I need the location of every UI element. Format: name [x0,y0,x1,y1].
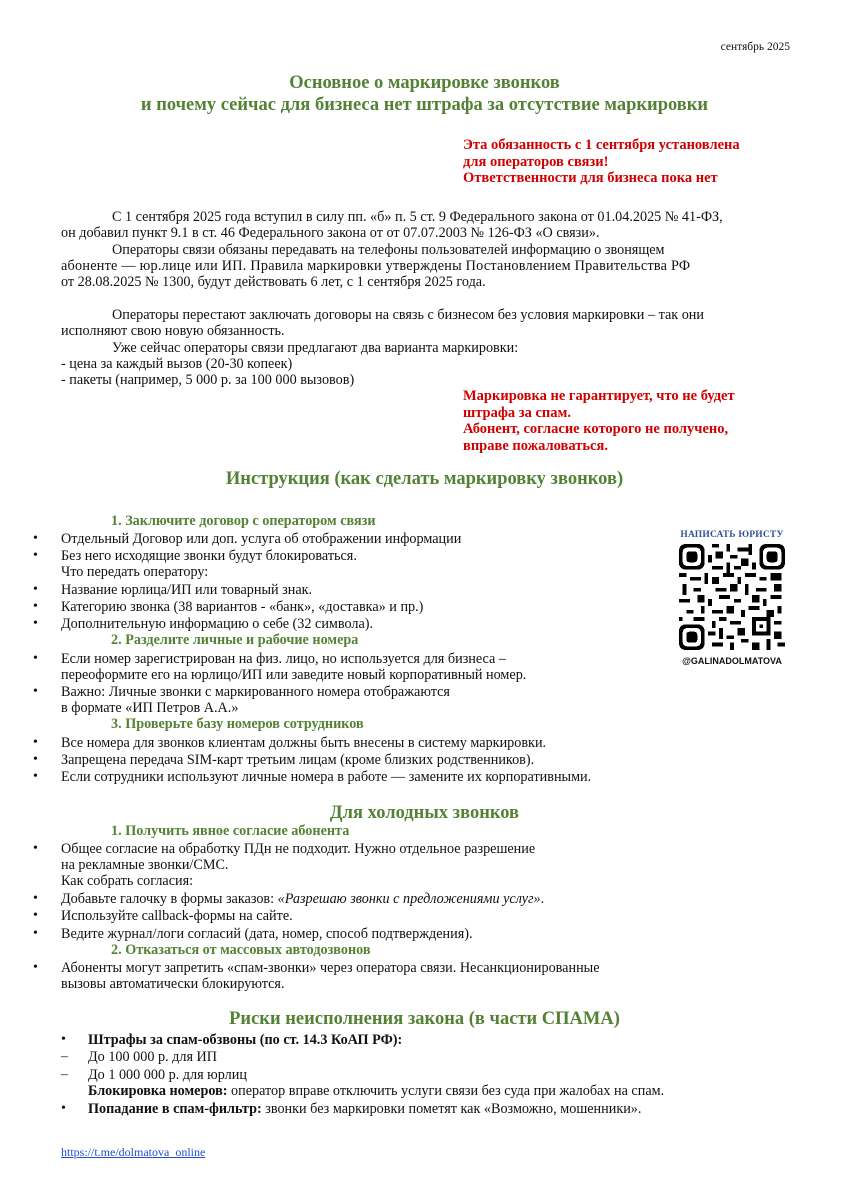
list-item: Без него исходящие звонки будут блокироваться. [61,548,357,564]
bullet-icon: • [33,735,38,750]
step-2-heading: 2. Разделите личные и рабочие номера [111,632,359,648]
list-item: Абоненты могут запретить «спам-звонки» через оператора связи. Несанкционированные [61,960,600,976]
list-item: Все номера для звонков клиентам должны быть внесены в систему маркировки. [61,735,547,751]
fine-item: До 100 000 р. для ИП [88,1049,218,1065]
notice-line: Абонент, согласие которого не получено, [463,421,729,437]
instruction-heading: Инструкция (как сделать маркировку звонков) [225,469,624,489]
bullet-icon: • [33,891,38,906]
filter-item [88,1101,641,1117]
intro-line: Уже сейчас операторы связи предлагают два варианта маркировки: [112,340,519,356]
intro-line: абоненте — юр.лице или ИП. Правила маркировки утверждены Постановлением Правительства РФ [61,258,691,274]
bullet-icon: • [33,582,38,597]
page-title-line1: Основное о маркировке звонков [289,73,560,93]
filter-label: Попадание в спам-фильтр: [88,1101,266,1117]
notice-line: штрафа за спам. [463,404,572,421]
bullet-icon: • [33,926,38,941]
filter-text: звонки без маркировки пометят как «Возможно, мошенники». [265,1101,642,1117]
risks-heading: Риски неисполнения закона (в части СПАМА) [229,1009,620,1029]
bullet-icon: • [33,651,38,666]
page-title-line2: и почему сейчас для бизнеса нет штрафа за отсутствие маркировки [140,95,709,115]
dash-icon: – [61,1067,68,1082]
cold-step-2-heading: 2. Отказаться от массовых автодозвонов [111,942,371,958]
qr-caption-bottom: @GALINADOLMATOVA [682,656,782,666]
bullet-icon: • [33,960,38,975]
cold-calls-heading: Для холодных звонков [329,803,520,823]
intro-line: Операторы перестают заключать договоры на связь с бизнесом без условия маркировки – так они [112,307,704,323]
bullet-icon: • [61,1101,66,1116]
intro-line: Операторы связи обязаны передавать на телефоны пользователей информацию о звонящем [112,242,665,258]
list-item: Категорию звонка (38 вариантов - «банк», «доставка» и пр.) [61,599,424,615]
block-label: Блокировка номеров: [88,1083,232,1099]
telegram-link[interactable]: https://t.me/dolmatova_online [61,1145,206,1159]
text: Добавьте галочку в формы заказов: [61,891,278,907]
notice-line: для операторов связи! [463,153,609,170]
intro-line: исполняют свою новую обязанность. [61,323,285,339]
list-item: Если номер зарегистрирован на физ. лицо, но используется для бизнеса – [61,651,506,667]
dash-icon: – [61,1049,68,1064]
bullet-icon: • [33,531,38,546]
notice-line: Ответственности для бизнеса пока нет [463,170,718,186]
step-1-heading: 1. Заключите договор с оператором связи [111,513,376,529]
bullet-icon: • [33,548,38,563]
cold-step-1-heading: 1. Получить явное согласие абонента [111,823,350,839]
list-item: Отдельный Договор или доп. услуга об отображении информации [61,531,462,547]
list-item: Если сотрудники используют личные номера в работе — замените их корпоративными. [61,769,592,785]
step-3-heading: 3. Проверьте базу номеров сотрудников [111,716,364,732]
qr-caption-top: НАПИСАТЬ ЮРИСТУ [680,530,784,540]
intro-line: С 1 сентября 2025 года вступил в силу пп. «б» п. 5 ст. 9 Федерального закона от 01.04.2025 № 41-ФЗ, [112,209,723,225]
bullet-icon: • [33,752,38,767]
notice-spam [463,388,735,454]
list-item [61,891,544,907]
list-item-cont: в формате «ИП Петров А.А.» [61,700,239,716]
intro-line: от 28.08.2025 № 1300, будут действовать 6 лет, с 1 сентября 2025 года. [61,274,486,290]
fines-title: Штрафы за спам-обзвоны (по ст. 14.3 КоАП РФ): [88,1032,403,1048]
list-note: Что передать оператору: [61,564,209,580]
notice-line: вправе пожаловаться. [463,437,608,454]
option-line: - пакеты (например, 5 000 р. за 100 000 вызовов) [61,372,355,388]
list-item: Дополнительную информацию о себе (32 символа). [61,616,374,632]
block-item [88,1083,664,1099]
fine-item: До 1 000 000 р. для юрлиц [88,1067,247,1083]
italic-quote: «Разрешаю звонки с предложениями услуг» [277,891,541,907]
text: . [540,891,545,907]
bullet-icon: • [33,769,38,784]
list-item-cont: вызовы автоматически блокируются. [61,976,285,992]
list-item-cont: на рекламные звонки/СМС. [61,857,229,873]
block-text: оператор вправе отключить услуги связи без суда при жалобах на спам. [231,1083,665,1099]
list-item: Важно: Личные звонки с маркированного номера отображаются [61,684,450,700]
bullet-icon: • [33,684,38,699]
bullet-icon: • [33,908,38,923]
bullet-icon: • [33,841,38,856]
notice-operators [463,137,740,187]
list-note: Как собрать согласия: [61,873,194,889]
bullet-icon: • [61,1032,66,1047]
notice-line: Эта обязанность с 1 сентября установлена [463,137,740,153]
document-date: сентябрь 2025 [720,41,790,53]
intro-line: он добавил пункт 9.1 в ст. 46 Федерального закона от от 07.07.2003 № 126-ФЗ «О связи». [61,225,600,241]
bullet-icon: • [33,599,38,614]
list-item: Название юрлица/ИП или товарный знак. [61,582,313,598]
list-item: Используйте callback-формы на сайте. [61,908,293,924]
qr-code-icon[interactable] [679,544,785,650]
bullet-icon: • [33,616,38,631]
option-line: - цена за каждый вызов (20-30 копеек) [61,356,293,372]
list-item-cont: переоформите его на юрлицо/ИП или заведите новый корпоративный номер. [61,667,527,683]
list-item: Общее согласие на обработку ПДн не подходит. Нужно отдельное разрешение [61,841,536,857]
notice-line: Маркировка не гарантирует, что не будет [463,388,735,404]
list-item: Запрещена передача SIM-карт третьим лицам (кроме близких родственников). [61,752,535,768]
list-item: Ведите журнал/логи согласий (дата, номер, способ подтверждения). [61,926,473,942]
